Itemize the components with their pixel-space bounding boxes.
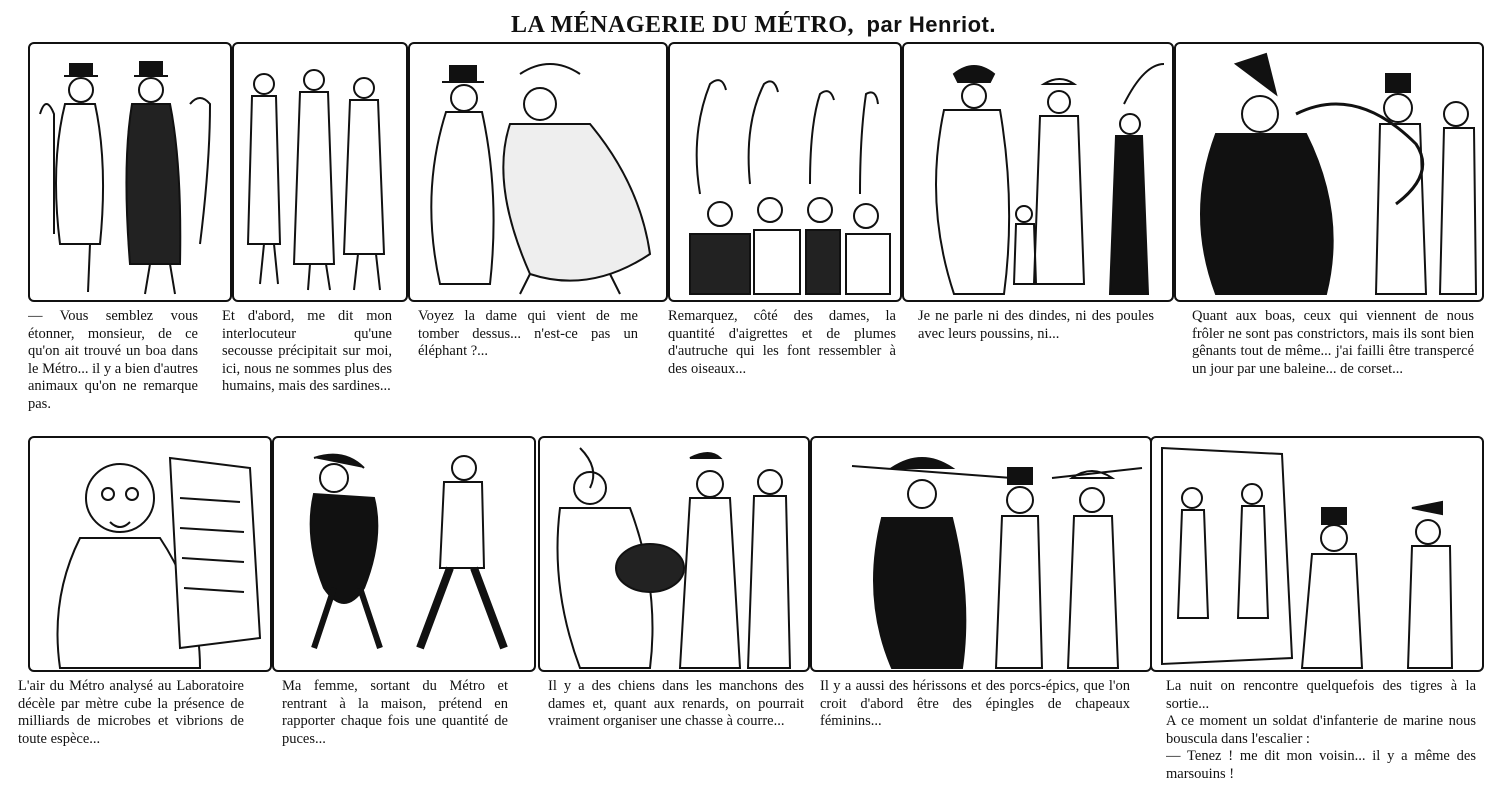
scientist-reading-illustration	[30, 438, 270, 670]
panel-10-caption: Il y a aussi des hérissons et des porcs-épics, que l'on croit d'abord être des épingles de chapeaux féminins...	[820, 678, 1130, 729]
crowd-men-illustration	[30, 44, 230, 300]
wife-scratching-illustration	[274, 438, 534, 670]
panel-8-illustration	[272, 436, 536, 672]
feathered-hats-illustration	[670, 44, 900, 300]
large-lady-falling-illustration	[410, 44, 666, 300]
panel-6-caption: Quant aux boas, ceux qui viennent de nous frôler ne sont pas constrictors, mais ils sont bien gênants tout de même... j'ai failli être transpercé un jour par une baleine... de corset...	[1192, 308, 1474, 377]
panel-4-illustration	[668, 42, 902, 302]
panel-2-illustration	[232, 42, 408, 302]
panel-10-illustration	[810, 436, 1152, 672]
page-title	[0, 12, 1507, 39]
panel-5-illustration	[902, 42, 1174, 302]
panel-9-illustration	[538, 436, 810, 672]
panel-8-caption: Ma femme, sortant du Métro et rentrant à la maison, prétend en rapporter chaque fois une quantité de puces...	[282, 678, 508, 747]
panel-6-illustration	[1174, 42, 1484, 302]
panel-3-caption: Voyez la dame qui vient de me tomber dessus... n'est-ce pas un éléphant ?...	[418, 308, 638, 359]
hatpins-illustration	[812, 438, 1150, 670]
panel-7-caption: L'air du Métro analysé au Laboratoire décèle par mètre cube la présence de milliards de microbes et vibrions de toute espèce...	[18, 678, 244, 747]
panel-1-caption: — Vous semblez vous étonner, monsieur, de ce qu'on ait trouvé un boa dans le Métro... il y a bien d'autres animaux qu'on ne remarque pas.	[28, 308, 198, 412]
panel-7-illustration	[28, 436, 272, 672]
panel-1-illustration	[28, 42, 232, 302]
panel-2-caption: Et d'abord, me dit mon interlocuteur qu'une secousse précipitait sur moi, ici, nous ne sommes plus des humains, mais des sardines...	[222, 308, 392, 394]
panel-5-caption: Je ne parle ni des dindes, ni des poules avec leurs poussins, ni...	[918, 308, 1154, 342]
boa-whalebone-illustration	[1176, 44, 1482, 300]
title-author: par Henriot.	[866, 12, 996, 37]
panel-11-caption: La nuit on rencontre quelquefois des tigres à la sortie... A ce moment un soldat d'infanterie de marine nous bouscula dans l'escalier : — Tenez ! me dit mon voisin... il y a même des marsouins !	[1166, 678, 1476, 782]
crowded-platform-illustration	[234, 44, 406, 300]
hen-and-chicks-illustration	[904, 44, 1172, 300]
muffs-and-foxes-illustration	[540, 438, 808, 670]
panel-9-caption: Il y a des chiens dans les manchons des dames et, quant aux renards, on pourrait vraiment organiser une chasse à courre...	[548, 678, 804, 729]
panel-3-illustration	[408, 42, 668, 302]
tiger-poster-illustration	[1152, 438, 1482, 670]
panel-4-caption: Remarquez, côté des dames, la quantité d'aigrettes et de plumes d'autruche qui les font ressembler à des oiseaux...	[668, 308, 896, 377]
title-main: LA MÉNAGERIE DU MÉTRO,	[511, 12, 855, 38]
panel-11-illustration	[1150, 436, 1484, 672]
